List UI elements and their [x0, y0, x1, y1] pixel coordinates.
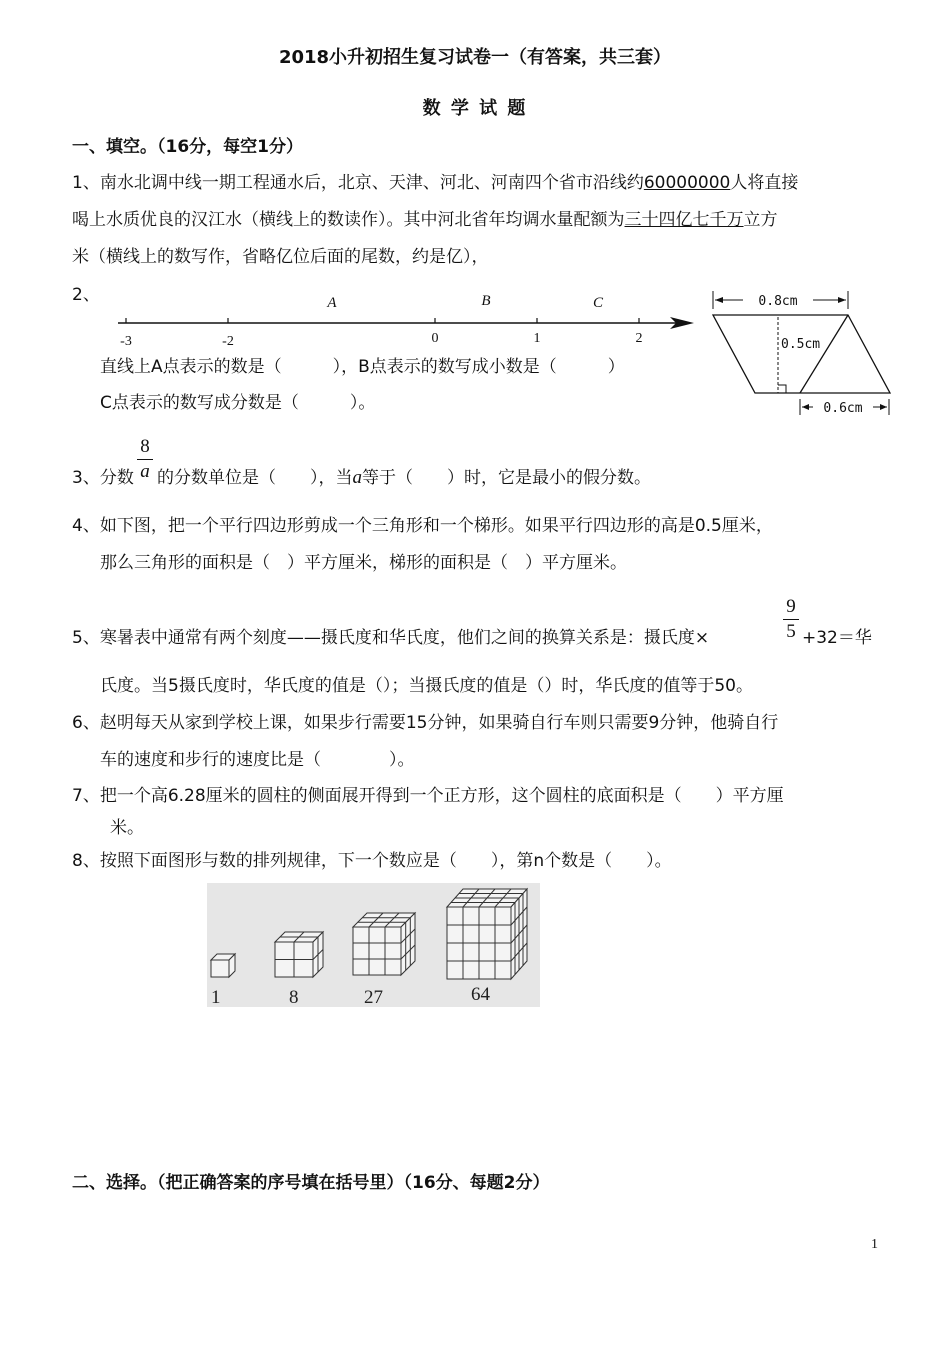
height-label: 0.5cm [781, 337, 821, 352]
q5-fraction-numerator: 9 [786, 596, 796, 617]
q1-line1: 1、南水北调中线一期工程通水后，北京、天津、河北、河南四个省市沿线约60000000人将直接 [72, 173, 799, 193]
q7-line2: 米。 [110, 818, 144, 838]
bottom-length-label: 0.6cm [823, 401, 863, 416]
cube-label: 64 [471, 984, 490, 1005]
q2-line1: 直线上A点表示的数是（ ），B点表示的数写成小数是（ ） [100, 357, 625, 377]
q1-line2: 喝上水质优良的汉江水（横线上的数读作）。其中河北省年均调水量配额为三十四亿七千万立方 [72, 210, 778, 230]
q2-number: 2、 [72, 285, 100, 305]
point-label-a: A [327, 295, 337, 311]
tick-label: 1 [533, 331, 541, 346]
q2-line2: C点表示的数写成分数是（ ）。 [100, 393, 376, 413]
q5-line1b: +32＝华 [802, 628, 872, 648]
cube-label: 8 [289, 987, 299, 1007]
q1-line3: 米（横线上的数写作，省略亿位后面的尾数，约是亿）， [72, 247, 489, 267]
tick-label: 2 [635, 331, 643, 346]
q4-line1: 4、如下图，把一个平行四边形剪成一个三角形和一个梯形。如果平行四边形的高是0.5厘米， [72, 516, 773, 536]
top-length-label: 0.8cm [758, 294, 798, 309]
q6-line2: 车的速度和步行的速度比是（ ）。 [100, 750, 415, 770]
q3-variable: a [352, 467, 362, 488]
cube-4x4 [447, 889, 527, 979]
page-number: 1 [871, 1237, 878, 1252]
point-label-c: C [592, 295, 604, 311]
page-title: 2018小升初招生复习试卷一（有答案，共三套） [278, 47, 672, 68]
cube-3x3 [353, 913, 415, 975]
q6-line1: 6、赵明每天从家到学校上课，如果步行需要15分钟，如果骑自行车则只需要9分钟，他骑自行 [72, 713, 779, 733]
q3-fraction [137, 436, 153, 483]
q8-line1: 8、按照下面图形与数的排列规律，下一个数应是（ ），第n个数是（ ）。 [72, 851, 672, 871]
cubes-figure [207, 883, 540, 1007]
q7-line1: 7、把一个高6.28厘米的圆柱的侧面展开得到一个正方形，这个圆柱的底面积是（ ）平方厘 [72, 786, 784, 806]
q1-underlined-words: 三十四亿七千万 [624, 210, 744, 230]
q1-underlined-number: 60000000 [643, 173, 731, 193]
cube-label: 1 [211, 987, 221, 1007]
right-angle-mark-icon [778, 385, 786, 393]
parallelogram-shape [713, 315, 890, 393]
q5-line1a: 5、寒暑表中通常有两个刻度——摄氏度和华氏度，他们之间的换算关系是：摄氏度× [72, 628, 710, 648]
number-line [110, 290, 700, 350]
tick-label: 0 [431, 331, 439, 346]
cube-label: 27 [364, 987, 383, 1007]
section2-heading: 二、选择。（把正确答案的序号填在括号里）（16分、每题2分） [72, 1173, 550, 1193]
cube-1x1 [211, 954, 235, 977]
q3-line: 的分数单位是（ ），当a等于（ ）时，它是最小的假分数。 [157, 467, 651, 488]
section1-heading: 一、填空。（16分，每空1分） [72, 137, 303, 157]
q5-fraction [783, 596, 799, 643]
q3-fraction-numerator: 8 [140, 436, 150, 457]
tick-label: -3 [120, 334, 132, 349]
cut-line [800, 315, 848, 393]
cube-2x2 [275, 932, 323, 977]
point-label-b: B [481, 293, 491, 309]
tick-label: -2 [222, 334, 234, 349]
page-subtitle: 数 学 试 题 [422, 98, 528, 119]
q5-line2: 氏度。当5摄氏度时，华氏度的值是（）；当摄氏度的值是（）时，华氏度的值等于50。 [100, 676, 753, 696]
q5-fraction-denominator: 5 [786, 621, 796, 642]
parallelogram-figure [703, 287, 898, 422]
q3-fraction-denominator: a [140, 461, 150, 482]
q3-text-a: 3、分数 [72, 468, 134, 488]
q4-line2: 那么三角形的面积是（ ）平方厘米，梯形的面积是（ ）平方厘米。 [100, 553, 627, 573]
